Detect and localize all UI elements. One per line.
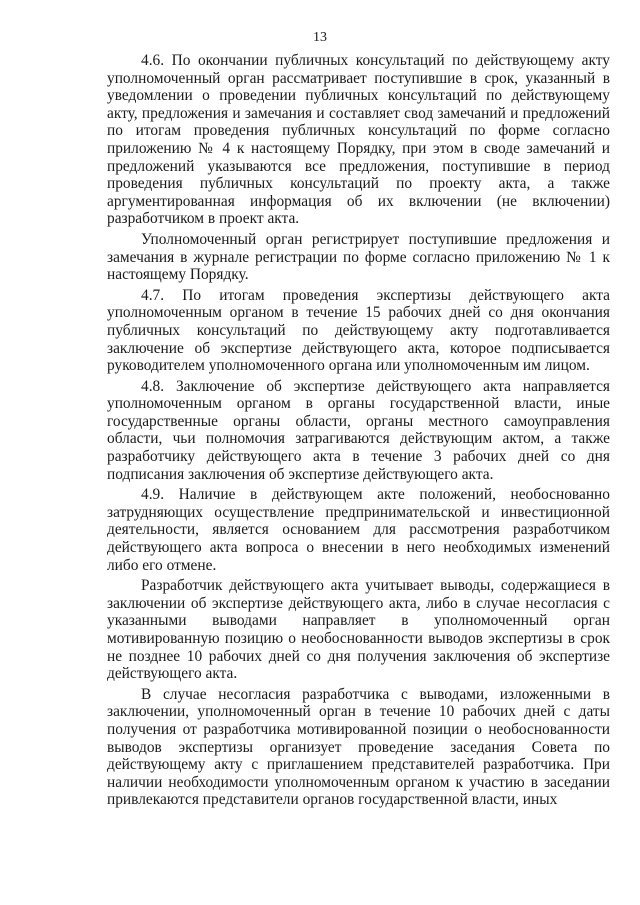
paragraph-4-8: 4.8. Заключение об экспертизе действующего акта направляется уполномоченным органом в органы государственной власти, иные государственные органы области, органы местного самоуправления области, чьи полномочия затрагиваются действующим актом, а также разработчику действующего акта в течение 3 рабочих дней со дня подписания заключения об экспертизе действующего акта. bbox=[107, 377, 610, 483]
paragraph-registration: Уполномоченный орган регистрирует поступившие предложения и замечания в журнале регистрации по форме согласно приложению № 1 к настоящему Порядку. bbox=[107, 230, 610, 284]
paragraph-developer-response: Разработчик действующего акта учитывает выводы, содержащиеся в заключении об экспертизе действующего акта, либо в случае несогласия с указанными выводами направляет в уполномоченный орган мотивированную позицию о необоснованности выводов экспертизы в срок не позднее 10 рабочих дней со дня получения заключения об экспертизе действующего акта. bbox=[107, 577, 610, 683]
page-number: 13 bbox=[313, 30, 327, 45]
paragraph-disagreement: В случае несогласия разработчика с выводами, изложенными в заключении, уполномоченный орган в течение 10 рабочих дней с даты получения от разработчика мотивированной позиции о необоснованности выводов экспертизы организует проведение заседания Совета по действующему акту с приглашением представителей разработчика. При наличии необходимости уполномоченным органом к участию в заседании привлекаются представители органов государственной власти, иных bbox=[107, 685, 610, 809]
paragraph-4-6: 4.6. По окончании публичных консультаций по действующему акту уполномоченный орган рассматривает поступившие в срок, указанный в уведомлении о проведении публичных консультаций по действующему акту, предложения и замечания и составляет свод замечаний и предложений по итогам проведения публичных консультаций по форме согласно приложению № 4 к настоящему Порядку, при этом в своде замечаний и предложений указываются все предложения, поступившие в период проведения публичных консультаций по проекту акта, а также аргументированная информация об их включении (не включении) разработчиком в проект акта. bbox=[107, 52, 610, 228]
paragraph-4-7: 4.7. По итогам проведения экспертизы действующего акта уполномоченным органом в течение 15 рабочих дней со дня окончания публичных консультаций по действующему акту подготавливается заключение об экспертизе действующего акта, которое подписывается руководителем уполномоченного органа или уполномоченным им лицом. bbox=[107, 286, 610, 375]
document-body bbox=[107, 52, 610, 809]
paragraph-4-9: 4.9. Наличие в действующем акте положений, необоснованно затрудняющих осуществление предпринимательской и инвестиционной деятельности, является основанием для рассмотрения разработчиком действующего акта вопроса о внесении в него необходимых изменений либо его отмене. bbox=[107, 486, 610, 574]
